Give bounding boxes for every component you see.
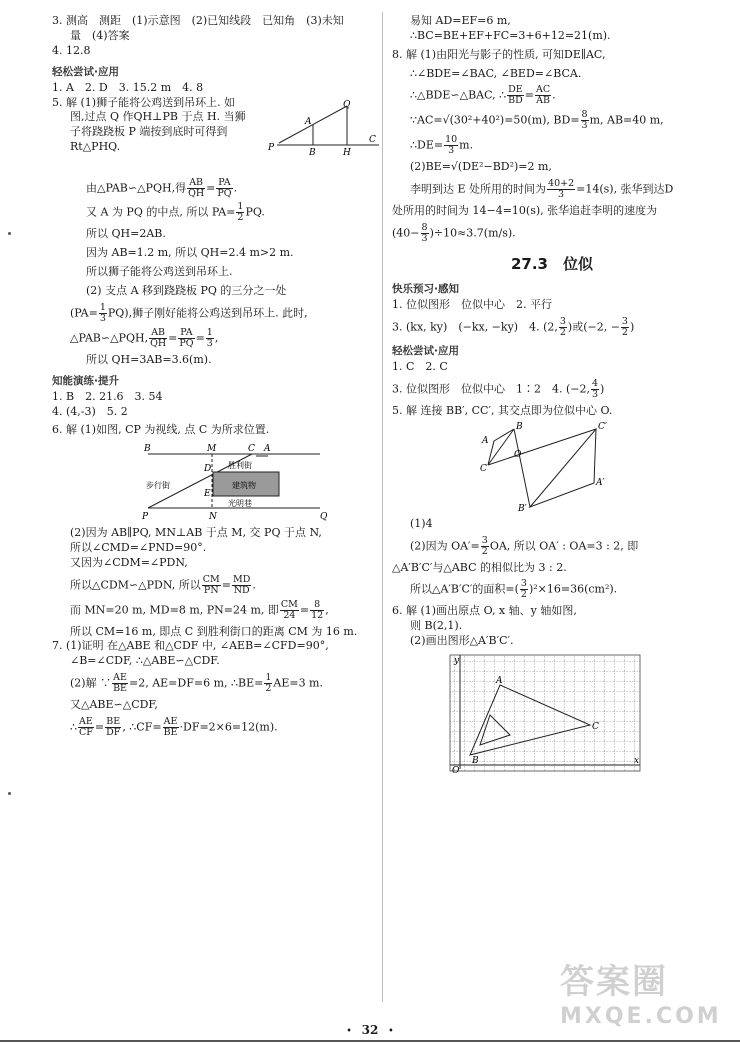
label-d: D: [204, 464, 212, 475]
answer-line: 则 B(2,1).: [410, 619, 463, 633]
answer-line: 图,过点 Q 作QH⊥PB 于点 H. 当狮: [70, 110, 246, 124]
label-a: A: [305, 116, 312, 127]
answer-line: 3. 位似图形 位似中心 1∶2 4. (−2, $\frac{4}{3}$ ): [392, 377, 605, 400]
answer-line: 7. (1)证明 在△ABE 和△CDF 中, ∠AEB=∠CFD=90°,: [52, 639, 329, 653]
answer-line: (2)BE=√(DE²−BD²)=2 m,: [410, 160, 552, 174]
answer-line: 5. 解 连接 BB′, CC′, 其交点即为位似中心 O.: [392, 403, 613, 417]
margin-dot: [8, 232, 11, 235]
answer-line: △A′B′C′与△ABC 的相似比为 3 : 2.: [392, 560, 567, 574]
answer-line: 1. 位似图形 位似中心 2. 平行: [392, 298, 552, 312]
answer-line: 所以 QH=2AB.: [86, 227, 166, 241]
answer-line: 3. (kx, ky) (−kx, −ky) 4. (2, $\frac{3}{2}$ )或(−2, − $\frac{3}{2}$ ): [392, 316, 635, 338]
label-o: O: [452, 765, 460, 776]
answer-line: 所以△CDM∽△PDN, 所以 $\frac{CM}{PN}$ = $\frac{MD}{ND}$ .: [70, 573, 256, 596]
answer-line: 而 MN=20 m, MD=8 m, PN=24 m, 即 $\frac{CM}{24}$ = $\frac{8}{12}$ ,: [70, 598, 329, 621]
answer-line: 易知 AD=EF=6 m,: [410, 14, 511, 27]
label-h: H: [343, 147, 351, 158]
section-heading: 轻松尝试·应用: [52, 65, 119, 78]
answer-line: (2)因为 OA′= $\frac{3}{2}$ OA, 所以 OA′ : OA=3 : 2, 即: [410, 534, 639, 557]
section-heading: 知能演练·提升: [52, 374, 119, 387]
answer-line: (1)4: [410, 516, 433, 530]
answer-line: 所以狮子能将公鸡送到吊环上.: [86, 265, 233, 279]
label-p: P: [268, 142, 275, 153]
label-c: C: [592, 721, 599, 732]
street-label: 胜利街: [228, 461, 252, 471]
answer-line: (2) 支点 A 移到跷跷板 PQ 的三分之一处: [86, 283, 287, 297]
section-heading: 快乐预习·感知: [392, 283, 459, 295]
label-b: B: [309, 147, 316, 158]
label-a: A: [264, 444, 271, 455]
bottom-rule: [0, 1040, 740, 1042]
label-n: N: [209, 512, 217, 523]
answer-line: 子将跷跷板 P 端按到底时可得到: [70, 125, 228, 139]
answer-line: 因为 AB=1.2 m, 所以 QH=2.4 m>2 m.: [86, 246, 294, 260]
grid-figure: [444, 651, 644, 775]
label-q: Q: [343, 99, 351, 110]
section-title: 27.3 位似: [510, 254, 593, 273]
answer-line: 1. B 2. 21.6 3. 54: [52, 389, 163, 403]
answer-line: 4. 12.8: [52, 43, 91, 57]
answer-line: 所以∠CMD=∠PND=90°.: [70, 541, 207, 555]
label-y: y: [454, 655, 460, 666]
street-label: 步行街: [146, 481, 170, 491]
label-p: P: [142, 512, 149, 523]
answer-line: ∴∠BDE=∠BAC, ∠BED=∠BCA.: [410, 66, 582, 80]
label-c: C: [248, 444, 255, 455]
answer-line: ∵AC=√(30²+40²)=50(m), BD= $\frac{8}{3}$ m, AB=40 m,: [410, 109, 664, 132]
page-number: • 32 •: [0, 1022, 740, 1038]
answer-line: 6. 解 (1)如图, CP 为视线, 点 C 为所求位置.: [52, 423, 270, 437]
label-a-prime: A′: [596, 477, 605, 488]
answer-line: 8. 解 (1)由阳光与影子的性质, 可知DE∥AC,: [392, 47, 606, 61]
watermark-logo: 答案圈: [560, 962, 668, 1002]
answer-line: 所以 QH=3AB=3.6(m).: [86, 352, 212, 366]
answer-line: (2)因为 AB∥PQ, MN⊥AB 于点 M, 交 PQ 于点 N,: [70, 526, 322, 540]
answer-line: 所以 CM=16 m, 即点 C 到胜利街口的距离 CM 为 16 m.: [70, 624, 358, 638]
answer-line: 所以△A′B′C′的面积=( $\frac{3}{2}$ )²×16=36(cm²).: [410, 578, 618, 601]
street-figure: [140, 440, 330, 522]
answer-line: 李明到达 E 处所用的时间为 $\frac{40+2}{3}$ =14(s), 张华到达D: [410, 178, 674, 200]
column-divider: [382, 12, 383, 1002]
label-q: Q: [320, 512, 328, 523]
label-c: C: [480, 463, 487, 474]
answer-line: 1. A 2. D 3. 15.2 m 4. 8: [52, 80, 204, 94]
label-c-prime: C′: [598, 421, 607, 432]
label-e: E: [204, 489, 211, 500]
watermark: [560, 960, 730, 1030]
label-b: B: [516, 421, 523, 432]
answer-line: 又 A 为 PQ 的中点, 所以 PA= $\frac{1}{2}$ PQ.: [86, 201, 265, 224]
label-b: B: [144, 444, 151, 455]
answer-line: ∴ $\frac{AE}{CF}$ = $\frac{BE}{DF}$ , ∴CF= $\frac{AE}{BE}$ ·DF=2×6=12(m).: [70, 715, 278, 738]
answer-line: 又△ABE∽△CDF,: [70, 698, 158, 712]
seesaw-figure: [267, 99, 382, 158]
q5-block: [52, 96, 374, 174]
label-b-prime: B′: [518, 503, 527, 514]
label-a: A: [496, 675, 503, 686]
margin-dot: [8, 792, 11, 795]
answer-line: ∴△BDE∽△BAC, ∴ $\frac{DE}{BD}$ = $\frac{AC}{AB}$ .: [410, 84, 556, 107]
right-column: [392, 14, 712, 779]
answer-line: 又因为∠CDM=∠PDN,: [70, 555, 188, 569]
answer-line: 4. (4,-3) 5. 2: [52, 404, 128, 418]
answer-line: (40− $\frac{8}{3}$ )÷10≈3.7(m/s).: [392, 221, 516, 244]
answer-line: ∴DE= $\frac{10}{3}$ m.: [410, 134, 474, 157]
answer-line: (PA= $\frac{1}{3}$ PQ),狮子刚好能将公鸡送到吊环上. 此时,: [70, 301, 308, 324]
answer-line: ∠B=∠CDF, ∴△ABE∽△CDF.: [70, 654, 220, 668]
label-c: C: [369, 134, 376, 145]
section-heading: 轻松尝试·应用: [392, 344, 459, 357]
label-a: A: [482, 435, 489, 446]
label-b: B: [472, 755, 479, 766]
watermark-url: MXQE.COM: [560, 1003, 722, 1029]
building-label: 建筑物: [232, 481, 256, 491]
answer-line: 6. 解 (1)画出原点 O, x 轴、y 轴如图,: [392, 604, 577, 618]
street-label: 光明巷: [228, 499, 252, 509]
answer-line: 量 (4)答案: [70, 28, 130, 42]
answer-line: 3. 测高 测距 (1)示意图 (2)已知线段 已知角 (3)未知: [52, 14, 344, 27]
answer-line: 由△PAB∽△PQH,得 $\frac{AB}{QH}$ = $\frac{PA}{PQ}$ .: [86, 176, 238, 199]
answer-line: (2)解 ∵ $\frac{AE}{BE}$ =2, AE=DF=6 m, ∴BE= $\frac{1}{2}$ AE=3 m.: [70, 672, 323, 695]
label-x: x: [634, 755, 640, 766]
answer-line: △PAB∽△PQH, $\frac{AB}{QH}$ = $\frac{PA}{PQ}$ = $\frac{1}{3}$ ,: [70, 326, 219, 349]
answer-line: Rt△PHQ.: [70, 140, 121, 154]
answer-line: 1. C 2. C: [392, 360, 448, 374]
answer-line: 5. 解 (1)狮子能将公鸡送到吊环上. 如: [52, 95, 236, 109]
answer-line: 处所用的时间为 14−4=10(s), 张华追赶李明的速度为: [392, 203, 658, 217]
left-column: [52, 14, 374, 738]
label-o: O: [514, 449, 522, 460]
answer-line: ∴BC=BE+EF+FC=3+6+12=21(m).: [410, 28, 611, 42]
homothety-figure: [480, 421, 620, 513]
answer-line: (2)画出图形△A′B′C′.: [410, 634, 514, 647]
label-m: M: [207, 444, 217, 455]
